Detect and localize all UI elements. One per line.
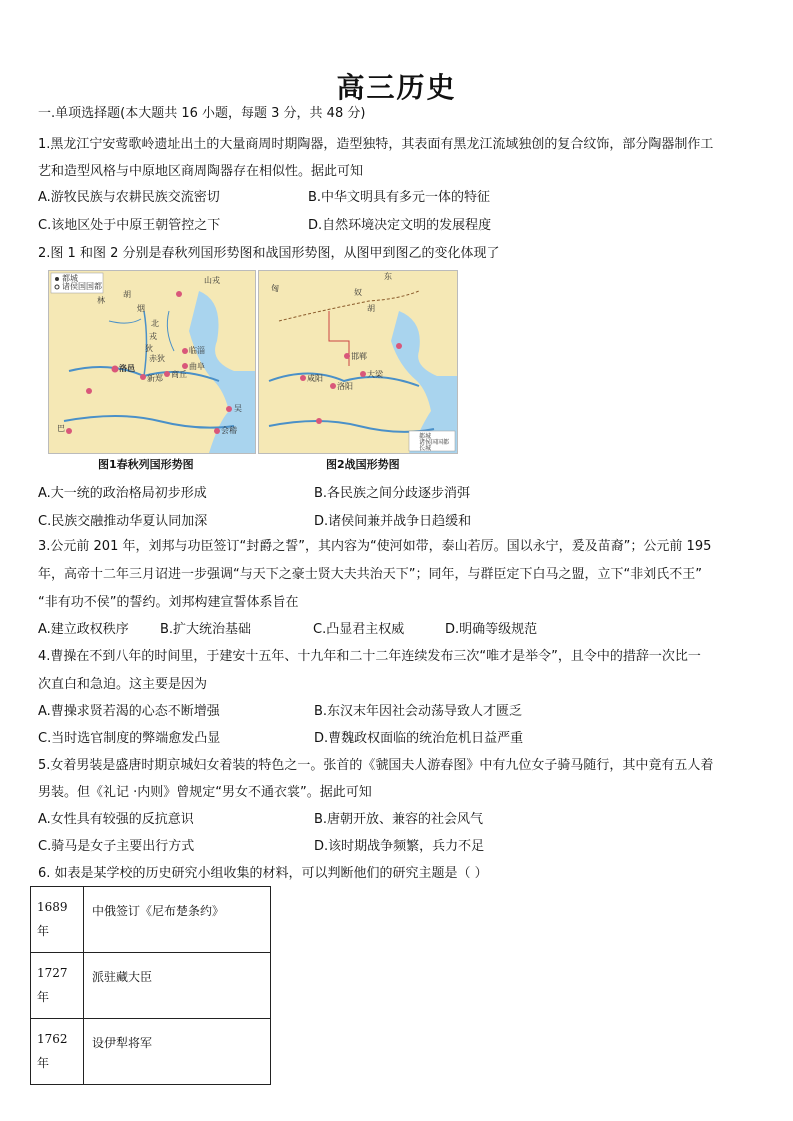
table-cell-year <box>31 887 84 953</box>
year-number: 1689 <box>37 900 68 914</box>
map-spring-autumn <box>48 270 256 454</box>
map1-caption: 图1春秋列国形势图 <box>98 458 194 471</box>
q3-option-c: C.凸显君主权威 <box>313 622 405 637</box>
q4-stem-line1: 4.曹操在不到八年的时间里，于建安十五年、十九年和二十二年连续发布三次“唯才是举令”，且令中的措辞一次比一 <box>38 649 701 664</box>
map2-label-1: 匈 <box>271 284 279 293</box>
q5-option-b: B.唐朝开放、兼容的社会风气 <box>314 812 484 827</box>
q6-table <box>30 886 271 1085</box>
q1-stem-line2: 艺和造型风格与中原地区商周陶器存在相似性。据此可知 <box>38 164 364 179</box>
map1-label-10: 临淄 <box>189 346 205 355</box>
q5-stem-line1: 5.女着男装是盛唐时期京城妇女着装的特色之一。张首的《虢国夫人游春图》中有九位女子骑马随行，其中竟有五人着 <box>38 758 714 773</box>
map1-label-9: 赤狄 <box>149 354 165 363</box>
map-warring-states-graphic <box>259 271 457 453</box>
map1-label-8: 狄 <box>145 344 153 353</box>
map2-label-7: 洛阳 <box>337 382 353 391</box>
year-number: 1762 <box>37 1032 68 1046</box>
map1-label-11: 曲阜 <box>189 362 205 371</box>
q2-option-a: A.大一统的政治格局初步形成 <box>38 486 207 501</box>
q3-stem-line2: 年，高帝十二年三月诏进一步强调“与天下之豪士贤大夫共治天下”；同年，与群臣定下白马之盟，立下“非刘氏不王” <box>38 567 702 582</box>
page-title: 高三历史 <box>336 71 457 104</box>
q3-option-d: D.明确等级规范 <box>445 622 538 637</box>
q4-option-d: D.曹魏政权面临的统治危机日益严重 <box>314 731 524 746</box>
section-header: 一.单项选择题(本大题共 16 小题，每题 3 分，共 48 分) <box>38 106 366 121</box>
table-row <box>31 1019 271 1085</box>
q3-stem-line1: 3.公元前 201 年，刘邦与功臣签订“封爵之誓”，其内容为“使河如带，泰山若厉。国以永宁，爰及苗裔”；公元前 195 <box>38 539 712 554</box>
q2-option-d: D.诸侯间兼并战争日趋缓和 <box>314 514 472 529</box>
q2-option-b: B.各民族之间分歧逐步消弭 <box>314 486 471 501</box>
table-row <box>31 953 271 1019</box>
q5-option-c: C.骑马是女子主要出行方式 <box>38 839 195 854</box>
table-cell-event: 设伊犁将军 <box>84 1019 271 1085</box>
q1-option-b: B.中华文明具有多元一体的特征 <box>308 190 491 205</box>
map2-label-0: 东 <box>384 272 392 281</box>
q5-option-d: D.该时期战争频繁，兵力不足 <box>314 839 485 854</box>
map1-label-0: 都城 <box>62 274 78 283</box>
q3-option-b: B.扩大统治基础 <box>160 622 252 637</box>
q1-option-a: A.游牧民族与农耕民族交流密切 <box>38 190 220 205</box>
map1-label-4: 胡 <box>123 290 131 299</box>
map1-label-16: 会稽 <box>221 426 237 435</box>
year-number: 1727 <box>37 966 68 980</box>
map1-label-13: 新郑 <box>147 374 163 383</box>
q1-option-c: C.该地区处于中原王朝管控之下 <box>38 218 221 233</box>
map2-label-3: 胡 <box>367 304 375 313</box>
map2-label-5: 咸阳 <box>307 374 323 383</box>
map2-label-2: 奴 <box>354 288 362 297</box>
map2-label-6: 大梁 <box>367 370 383 379</box>
map2-label-9: 诸侯国国都 <box>419 439 450 446</box>
q2-stem-line1: 2.图 1 和图 2 分别是春秋列国形势图和战国形势图，从图甲到图乙的变化体现了 <box>38 246 500 261</box>
table-cell-year <box>31 1019 84 1085</box>
q4-option-c: C.当时选官制度的弊端愈发凸显 <box>38 731 221 746</box>
q3-option-a: A.建立政权秩序 <box>38 622 129 637</box>
year-unit: 年 <box>37 924 50 938</box>
q1-option-d: D.自然环境决定文明的发展程度 <box>308 218 492 233</box>
table-cell-event: 中俄签订《尼布楚条约》 <box>84 887 271 953</box>
map2-label-4: 邯郸 <box>351 352 367 361</box>
map1-label-12: 洛邑 <box>119 364 135 373</box>
map1-label-17: 巴 <box>57 424 65 433</box>
map2-label-8: 都城 <box>419 433 432 440</box>
table-cell-year <box>31 953 84 1019</box>
map1-label-7: 戎 <box>149 332 157 341</box>
map2-label-10: 长城 <box>419 445 432 452</box>
map1-label-5: 烟 <box>137 304 145 313</box>
table-cell-event: 派驻藏大臣 <box>84 953 271 1019</box>
q4-stem-line2: 次直白和急迫。这主要是因为 <box>38 677 208 692</box>
q4-option-b: B.东汉末年因社会动荡导致人才匮乏 <box>314 704 523 719</box>
q4-option-a: A.曹操求贤若渴的心态不断增强 <box>38 704 220 719</box>
q5-stem-line2: 男装。但《礼记 ·内则》曾规定“男女不通衣裳”。据此可知 <box>38 785 372 800</box>
q1-stem-line1: 1.黑龙江宁安莺歌岭遗址出土的大量商周时期陶器，造型独特，其表面有黑龙江流域独创的复合纹饰，部分陶器制作工 <box>38 137 714 152</box>
map1-label-6: 北 <box>151 319 159 328</box>
map1-label-15: 吴 <box>234 404 242 413</box>
map1-label-14: 商丘 <box>171 370 187 379</box>
q2-option-c: C.民族交融推动华夏认同加深 <box>38 514 208 529</box>
map1-label-3: 林 <box>97 296 105 305</box>
year-unit: 年 <box>37 990 50 1004</box>
table-row <box>31 887 271 953</box>
year-unit: 年 <box>37 1056 50 1070</box>
q3-stem-line3: “非有功不侯”的誓约。刘邦构建宣誓体系旨在 <box>38 595 299 610</box>
map1-label-2: 山戎 <box>204 276 220 285</box>
map-warring-states <box>258 270 458 454</box>
map2-caption: 图2战国形势图 <box>326 458 400 471</box>
q6-stem-line1: 6. 如表是某学校的历史研究小组收集的材料，可以判断他们的研究主题是（ ） <box>38 866 488 881</box>
map-spring-autumn-graphic <box>49 271 255 453</box>
map1-label-1: 诸侯国国都 <box>62 282 102 291</box>
q5-option-a: A.女性具有较强的反抗意识 <box>38 812 194 827</box>
